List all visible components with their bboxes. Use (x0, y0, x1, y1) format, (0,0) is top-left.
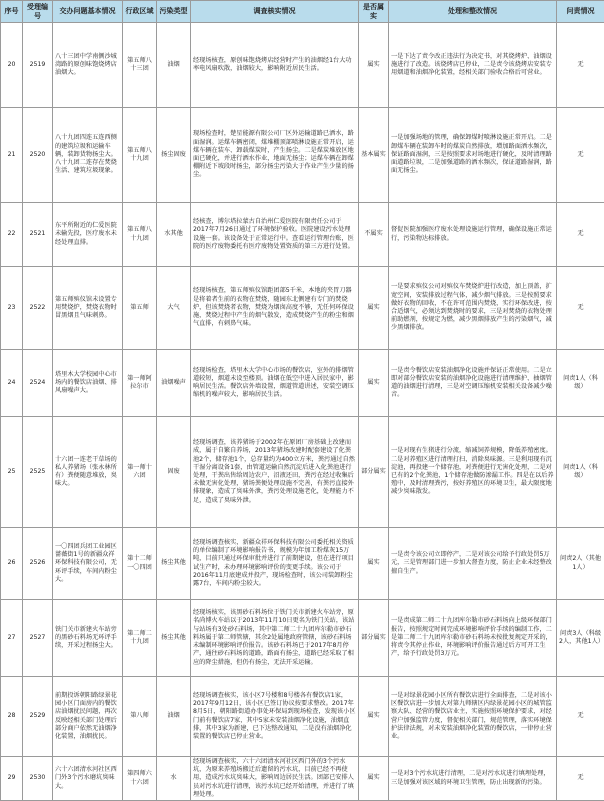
cell-accountability: 无 (557, 108, 604, 203)
cell-seq: 22 (1, 203, 23, 267)
cell-id: 2527 (23, 600, 53, 677)
cell-issue: 第五师殡仪馆未设置专用焚烧炉，焚烧衣物时冒黑烟且气味刺鼻。 (53, 267, 123, 350)
cell-handling: 一是对3个污水坑进行清理，二是对污水坑进行填埋处理，三是加强对该区域的环境卫生管理，防止出现新的污染。 (389, 757, 557, 801)
cell-seq: 27 (1, 600, 23, 677)
header-verified: 是否属实 (359, 1, 389, 23)
cell-id: 2524 (23, 350, 53, 417)
header-seq: 序号 (1, 1, 23, 23)
cell-type: 水 (157, 757, 191, 801)
table-row (1, 528, 604, 600)
cell-accountability: 问责2人（其他1人） (557, 528, 604, 600)
cell-region: 第五师 (123, 267, 157, 350)
cell-accountability: 无 (557, 267, 604, 350)
cell-verified: 基本属实 (359, 108, 389, 203)
header-row (1, 1, 604, 23)
cell-type: 油烟噪声 (157, 350, 191, 417)
cell-seq: 26 (1, 528, 23, 600)
cell-type: 油烟 (157, 23, 191, 108)
table-row (1, 108, 604, 203)
cell-investigation: 经现场调查核实，新疆众祥环保科技有限公司委托相关资质的单位编制了环境影响报告书，规模为年加工粉煤灰15万吨，目前只通过环保审批并进行了前期建设，但在进行项目试生产时，未办理环境影响评价的变更手续。该公司于2016年11月底建成并投产，现场检查时，该公司装卸粉尘露7台，车间内粉尘较大。 (191, 528, 359, 600)
cell-accountability: 无 (557, 677, 604, 757)
cell-verified: 部分属实 (359, 600, 389, 677)
header-type: 污染类型 (157, 1, 191, 23)
cell-investigation: 经现场核实，该黑砂石料场位于铁门关市新建火车站旁，原名尚博火车站以于2013年11月10日更名为铁门关站，该站与站场有3处砂石料场，其中第二师二十九团库尔勒市砂石料场属于第二师管辖，其余2处属地政府管辖，该砂石料场未编制环境影响评价报告。该砂石料场已于2017年8月停产，通往砂石料场的道路，路面有扬尘，道路已经采取了相应的降尘措施，但仍有扬尘，无法开采运输。 (191, 600, 359, 677)
cell-investigation: 经现场调查核实，该小区7号楼和8号楼各有餐饮店1家，2017年9月12日，该小区已签订协议按要求整改。2017年8月5日，朝阳路街道办事处环保局到现场检查，发现该小区门前有餐饮店7家，其中5家未安装油烟净化设施，油烟直排，其中3家为新建，已下达整改通知，二是没有油烟净化装置的餐饮店已停止营业。 (191, 677, 359, 757)
cell-region: 第二师二十九团 (123, 600, 157, 677)
cell-accountability: 无 (557, 23, 604, 108)
cell-issue: 一〇四团兵团工业园区蔷薇街1号的新疆众祥环保科技有限公司，无环评手续，车间内粉尘大。 (53, 528, 123, 600)
cell-type: 油烟 (157, 677, 191, 757)
header-issue: 交办问题基本情况 (53, 1, 123, 23)
table-row (1, 23, 604, 108)
header-accountability: 问责情况 (557, 1, 604, 23)
cell-seq: 24 (1, 350, 23, 417)
cell-investigation: 经核查，博尔塔拉蒙古自治州仁爱医院有限责任公司于2017年7月26日通过了环境保护验收。医院建设污水处理设施一套。该设备处于正常运行中。查看运行管理台账，医院的医疗废物委托有医疗废物处置资质的第三方进行处置。 (191, 203, 359, 267)
cell-accountability: 问责3人（科级2人，其他1人） (557, 600, 604, 677)
cell-id: 2520 (23, 108, 53, 203)
cell-type: 扬尘其他 (157, 528, 191, 600)
cell-verified: 部分属实 (359, 417, 389, 528)
header-id: 受理编号 (23, 1, 53, 23)
cell-issue: 东平所附近的仁爱医院未输先投，医疗废水未经处理直排。 (53, 203, 123, 267)
cell-seq: 20 (1, 23, 23, 108)
cell-verified: 属实 (359, 528, 389, 600)
cell-seq: 29 (1, 757, 23, 801)
cell-seq: 25 (1, 417, 23, 528)
cell-accountability: 问责1人（科级） (557, 417, 604, 528)
cell-seq: 21 (1, 108, 23, 203)
table-row (1, 600, 604, 677)
cell-issue: 十六团一连老干草场的私人养猪场（张永林所有）粪便随意堆放，臭味大。 (53, 417, 123, 528)
header-investigation: 调查核实情况 (191, 1, 359, 23)
cell-region: 第十二师一〇四团 (123, 528, 157, 600)
cell-investigation: 经现场检查，塔里木大学中心市场的餐饮店，室外的排烟管道较短，烟道未设至楼顶。油烟在低空中进入居民家中，影响居民生活。餐饮店外墙设置，烟道管道讲述，安装空调压缩机的噪声较大，影响居民生活。 (191, 350, 359, 417)
cell-handling: 一是对现有生猪进行分流，缩减饲养规模，降低养殖密度。二是对养殖区进行清理打扫，消除臭味源。三是利用现有沉淀池，再投建一个储存池，对粪便进行无害化处理，二是对已有的2个化粪池，1个储存池做防渗漏工作。四是在以后养殖中，及时清理粪污，按好养殖区的环境卫生，最大限度地减少臭味散发。 (389, 417, 557, 528)
cell-issue: 塔里木大学校园中心市场内的餐饮店油烟、排风扇噪声大。 (53, 350, 123, 417)
cell-investigation: 经现场调查核实，六十六团清水河社区西门外的3个污水坑，为原来养殖场搬迁后遗留的污水坑，目前已经不再使用，造成污水坑臭味大，影响周边居民生活。团部已安排人员对污水坑进行清理，该污水坑已经开始清理，并进行了填埋处理。 (191, 757, 359, 801)
cell-type: 水其他 (157, 203, 191, 267)
table-row (1, 757, 604, 801)
cell-issue: 铁门关市新建火车站旁的黑砂石料场无环评手续，开采过程扬尘大。 (53, 600, 123, 677)
cell-handling: 一是要求殡仪公司对殡仪车焚烧炉进行改造，加上顶盖，扩宽空间，安装排放过程气体，减少烟气排放。三是按照要求做好衣物的回收，不在许可范围内焚烧，实行环保改进，按合适烟气，必须达到焚烧时的要求，三是对焚烧的衣物处理前助燃剂，按规定为燃，减少黑烟排放产生的污染烟气，减少黑烟排放。 (389, 267, 557, 350)
cell-id: 2530 (23, 757, 53, 801)
header-region: 行政区域 (123, 1, 157, 23)
cell-id: 2522 (23, 267, 53, 350)
cell-region: 第五师八十三团 (123, 23, 157, 108)
cell-handling: 一是对绿景花园小区所有餐饮店进行全面排查，二是对该小区餐饮店进一步加大对第九师辖区内绿景花园小区的城管监察大队、经营的餐饮店业主，实施按照环境保护要求，对经营户加强监管力度，督促相关部门，规范管理，落实环境保护法律法规，对未安装油烟净化装置的餐饮店，一律停止营业。 (389, 677, 557, 757)
cell-region: 第八师 (123, 677, 157, 757)
cell-handling: 一是责成第二师二十九团库尔勒市砂石料场向上级环保部门报告，按照规定时间完成环境影响评价手续的编制工作，二是第二师二十九团库尔勒市砂石料场未按批复规定开采的，将责令其停止作业，环境影响评价报告通过后方可开工生产，给予行政处罚3万元。 (389, 600, 557, 677)
cell-id: 2525 (23, 417, 53, 528)
cell-handling: 一是责令该公司立即停产，二是对该公司给予行政处罚5万元，三是管理部门进一步加大督查力度，防止企业未经整改擅自生产。 (389, 528, 557, 600)
cell-issue: 八十九团四连五连西侧的建筑垃圾和运输车辆，装卸货物扬尘大。八十九团二连存在焚烧生活、建筑垃圾现象。 (53, 108, 123, 203)
cell-verified: 属实 (359, 757, 389, 801)
cell-verified: 属实 (359, 677, 389, 757)
header-handling: 处理和整改情况 (389, 1, 557, 23)
cell-issue: 六十六团清水河社区西门外3个污水磨坑臭味大。 (53, 757, 123, 801)
cell-investigation: 经现场调查，该养猪场于2002年在原团厂房基础上改建而成，属于自繁自养场，2013年猪场改建时配套建设了化粪池2个，储存池1个，总存量约为400立方米，粪污通过自然干湿分离设备1套，由管道运输自然沉淀后进入化粪池进行处理，干粪出售给周边农户，沼液还田，粪污在经过收集后未做无害化处理，猪场粪便处理设施不完善，有粪污直接外排现象，造成了臭味外泄，粪污处理设施老化，处理能力不足，造成了臭味外泄。 (191, 417, 359, 528)
table-row (1, 350, 604, 417)
cell-issue: 前期投诉朝阳路绿景花园小区门面房内的餐饮店油烟扰民问题，再次反映经相关部门处理后部分商户依然无油烟净化装置，油烟扰民。 (53, 677, 123, 757)
cell-type: 扬尘其他 (157, 600, 191, 677)
table-row (1, 417, 604, 528)
cell-verified: 属实 (359, 23, 389, 108)
cell-issue: 八十三团中学南侧沙城湾路的原创味饱烧烤店油烟大。 (53, 23, 123, 108)
cell-id: 2519 (23, 23, 53, 108)
table-row (1, 677, 604, 757)
cell-handling: 一是加强场地的管理，确保卸煤时喷淋设施正常开启。二是卸煤车辆在装卸车时的煤炭自然排放，增加路面洒水频次，保证路面湿润，三是按照要求对场地进行硬化，及时清理路面道路垃圾，二是加强道路的洒水频次，保证道路湿润，路面无扬尘。 (389, 108, 557, 203)
cell-region: 第一师阿拉尔市 (123, 350, 157, 417)
cell-investigation: 经现场核查，第五师殡仪馆距团部5千米，本地的夹胃刀器是将着者生前的衣物在焚烧，随园东北侧建有专门的焚烧炉，但该焚烧者衣物，焚烧为烟囱高度不够，无任何环保设施，焚烧过程中产生的烟气散发，造成焚烧产生的粉尘和烟气直排，有刺鼻气味。 (191, 267, 359, 350)
cell-accountability: 无 (557, 203, 604, 267)
cell-type: 大气 (157, 267, 191, 350)
cell-accountability: 问责1人（科级） (557, 350, 604, 417)
cell-verified: 属实 (359, 267, 389, 350)
cell-handling: 督促医院加强医疗废水处理设施运行管理，确保设施正常运行，污染物达标排放。 (389, 203, 557, 267)
cell-region: 第四师六十六团 (123, 757, 157, 801)
cell-verified: 属实 (359, 350, 389, 417)
cell-region: 第五师八十九团 (123, 108, 157, 203)
table-row (1, 203, 604, 267)
table-row (1, 267, 604, 350)
cell-investigation: 经现场核查，原创味饱烧烤店经营时产生的油烟经1台大功率电风扇吹散，油烟较大，影响附近居民生活。 (191, 23, 359, 108)
cell-investigation: 现场检查时，楚星能源有限公司厂区外运输道路已洒水，路面湿润。运煤车辆密闭，煤堆棚顶部喷淋设施正常开启，运煤车辆在装车、卸载煤炭时，产生扬尘。二是煤炭堆放区地面已硬化，并进行洒水作业，地面无扬尘；运煤车辆在卸煤棚附近下坡段时扬尘，部分扬尘污染大于作业产生少量的扬尘。 (191, 108, 359, 203)
cell-type: 扬尘固废 (157, 108, 191, 203)
cell-handling: 一是责令餐饮店安装油烟净化设施并保证正常使用。二是立即对部分餐饮店安装的油烟净化设施进行清理维护、抽烟管道的油烟进行清理，三是对空调压缩机安装相关设备减少噪音。 (389, 350, 557, 417)
cell-id: 2521 (23, 203, 53, 267)
cell-region: 第五师八十九团 (123, 203, 157, 267)
cell-handling: 一是下达了责令改正违法行为决定书，对其烧烤炉、油烟设施进行了改造。该烧烤店已停业，二是责令该烧烤店安装专用烟道和油烟净化装置，经相关部门验收合格后可营业。 (389, 23, 557, 108)
cell-type: 固废 (157, 417, 191, 528)
cell-seq: 28 (1, 677, 23, 757)
cell-id: 2529 (23, 677, 53, 757)
cell-accountability: 无 (557, 757, 604, 801)
cell-region: 第一师十六团 (123, 417, 157, 528)
cell-verified: 不属实 (359, 203, 389, 267)
cell-seq: 23 (1, 267, 23, 350)
cell-id: 2526 (23, 528, 53, 600)
